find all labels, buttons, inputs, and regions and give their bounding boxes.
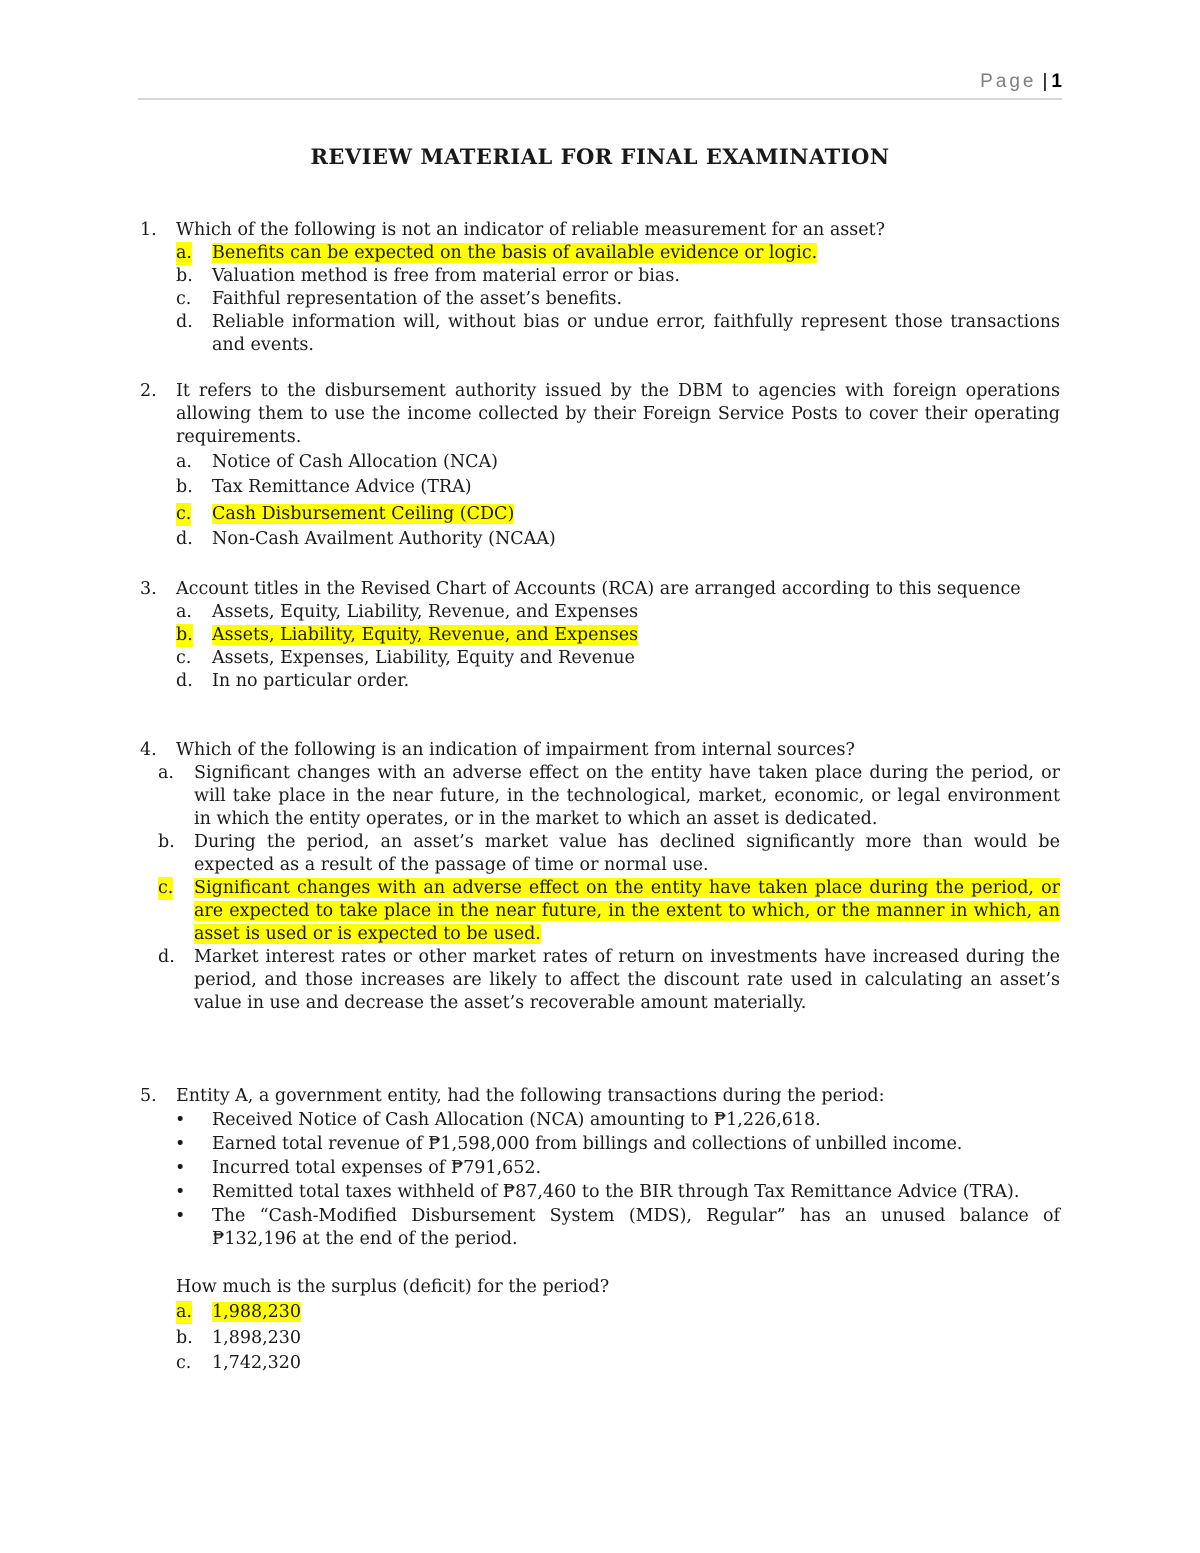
question-text: Entity A, a government entity, had the following transactions during the period:: [176, 1086, 885, 1106]
option-text: Tax Remittance Advice (TRA): [212, 477, 472, 497]
option-text: Assets, Expenses, Liability, Equity and Revenue: [212, 648, 635, 668]
option-letter: c.: [176, 1353, 192, 1373]
option-text: During the period, an asset’s market value has declined significantly more than would be expected as a result of the passage of time or normal use.: [194, 832, 1060, 875]
transaction-item: The “Cash-Modified Disbursement System (MDS), Regular” has an unused balance of ₱132,196 at the end of the period.: [212, 1206, 1060, 1249]
question-number: 2.: [140, 381, 157, 401]
document-title: REVIEW MATERIAL FOR FINAL EXAMINATION: [310, 144, 890, 169]
option-text: Significant changes with an adverse effect on the entity have taken place during the period, or will take place in the near future, in the technological, market, economic, or legal environment in which the entity operates, or in the market to which an asset is dedicated.: [194, 763, 1060, 829]
transaction-item: Remitted total taxes withheld of ₱87,460 to the BIR through Tax Remittance Advice (TRA).: [212, 1182, 1020, 1202]
option-letter: d.: [158, 947, 175, 967]
option-text: Faithful representation of the asset’s benefits.: [212, 289, 623, 309]
header-separator: |: [1042, 71, 1048, 92]
question-3: [138, 578, 1060, 693]
question-number: 3.: [140, 579, 157, 599]
page-header: [138, 70, 1062, 100]
option-text: Non-Cash Availment Authority (NCAA): [212, 529, 556, 549]
option-letter: c.: [158, 878, 174, 898]
bullet-icon: •: [175, 1206, 186, 1226]
option-letter: c.: [176, 289, 192, 309]
option-letter: c.: [176, 504, 192, 524]
sub-question: How much is the surplus (deficit) for the period?: [176, 1277, 610, 1297]
option-letter: b.: [176, 266, 193, 286]
option-text: Reliable information will, without bias or undue error, faithfully represent those transactions and events.: [212, 312, 1060, 355]
question-text: Which of the following is not an indicator of reliable measurement for an asset?: [176, 220, 886, 240]
option-text: 1,898,230: [212, 1328, 302, 1348]
bullet-icon: •: [175, 1158, 186, 1178]
question-text: Which of the following is an indication of impairment from internal sources?: [176, 740, 855, 760]
option-text: Assets, Equity, Liability, Revenue, and Expenses: [212, 602, 639, 622]
option-text: 1,742,320: [212, 1353, 302, 1373]
option-letter: a.: [158, 763, 174, 783]
question-number: 4.: [140, 740, 157, 760]
bullet-icon: •: [175, 1134, 186, 1154]
question-text: It refers to the disbursement authority issued by the DBM to agencies with foreign operations allowing them to use the income collected by their Foreign Service Posts to cover their operating requirements.: [176, 381, 1060, 447]
option-text-answer: 1,988,230: [212, 1302, 302, 1322]
option-text: Market interest rates or other market rates of return on investments have increased during the period, and those increases are likely to affect the discount rate used in calculating an asset’s value in use and decrease the asset’s recoverable amount materially.: [194, 947, 1060, 1013]
option-letter: b.: [176, 1328, 193, 1348]
question-4: [138, 739, 1060, 1015]
option-text: In no particular order.: [212, 671, 410, 691]
option-text-answer: Assets, Liability, Equity, Revenue, and Expenses: [212, 625, 639, 645]
transaction-item: Incurred total expenses of ₱791,652.: [212, 1158, 542, 1178]
option-text-answer: Significant changes with an adverse effect on the entity have taken place during the period, or are expected to take place in the near future, in the extent to which, or the manner in which, an asset is used or is expected to be used.: [194, 878, 1060, 944]
transaction-item: Received Notice of Cash Allocation (NCA) amounting to ₱1,226,618.: [212, 1110, 821, 1130]
question-number: 1.: [140, 220, 157, 240]
option-letter: c.: [176, 648, 192, 668]
question-text: Account titles in the Revised Chart of Accounts (RCA) are arranged according to this sequence: [176, 579, 1021, 599]
page-number: 1: [1051, 71, 1062, 92]
option-letter: b.: [158, 832, 175, 852]
option-text-answer: Cash Disbursement Ceiling (CDC): [212, 504, 515, 524]
option-text: Notice of Cash Allocation (NCA): [212, 452, 499, 472]
option-letter: a.: [176, 452, 192, 472]
bullet-icon: •: [175, 1110, 186, 1130]
option-letter: d.: [176, 312, 193, 332]
option-letter: a.: [176, 602, 192, 622]
option-letter: d.: [176, 529, 193, 549]
option-text-answer: Benefits can be expected on the basis of available evidence or logic.: [212, 243, 818, 263]
option-letter: b.: [176, 477, 193, 497]
option-letter: d.: [176, 671, 193, 691]
option-letter: b.: [176, 625, 193, 645]
bullet-icon: •: [175, 1182, 186, 1202]
transaction-item: Earned total revenue of ₱1,598,000 from billings and collections of unbilled income.: [212, 1134, 963, 1154]
option-letter: a.: [176, 243, 192, 263]
page-label: Page: [980, 71, 1037, 92]
question-2: [138, 380, 1060, 551]
option-text: Valuation method is free from material error or bias.: [212, 266, 680, 286]
question-1: [138, 219, 1060, 357]
question-5: [138, 1085, 1060, 1375]
option-letter: a.: [176, 1302, 192, 1322]
question-number: 5.: [140, 1086, 157, 1106]
